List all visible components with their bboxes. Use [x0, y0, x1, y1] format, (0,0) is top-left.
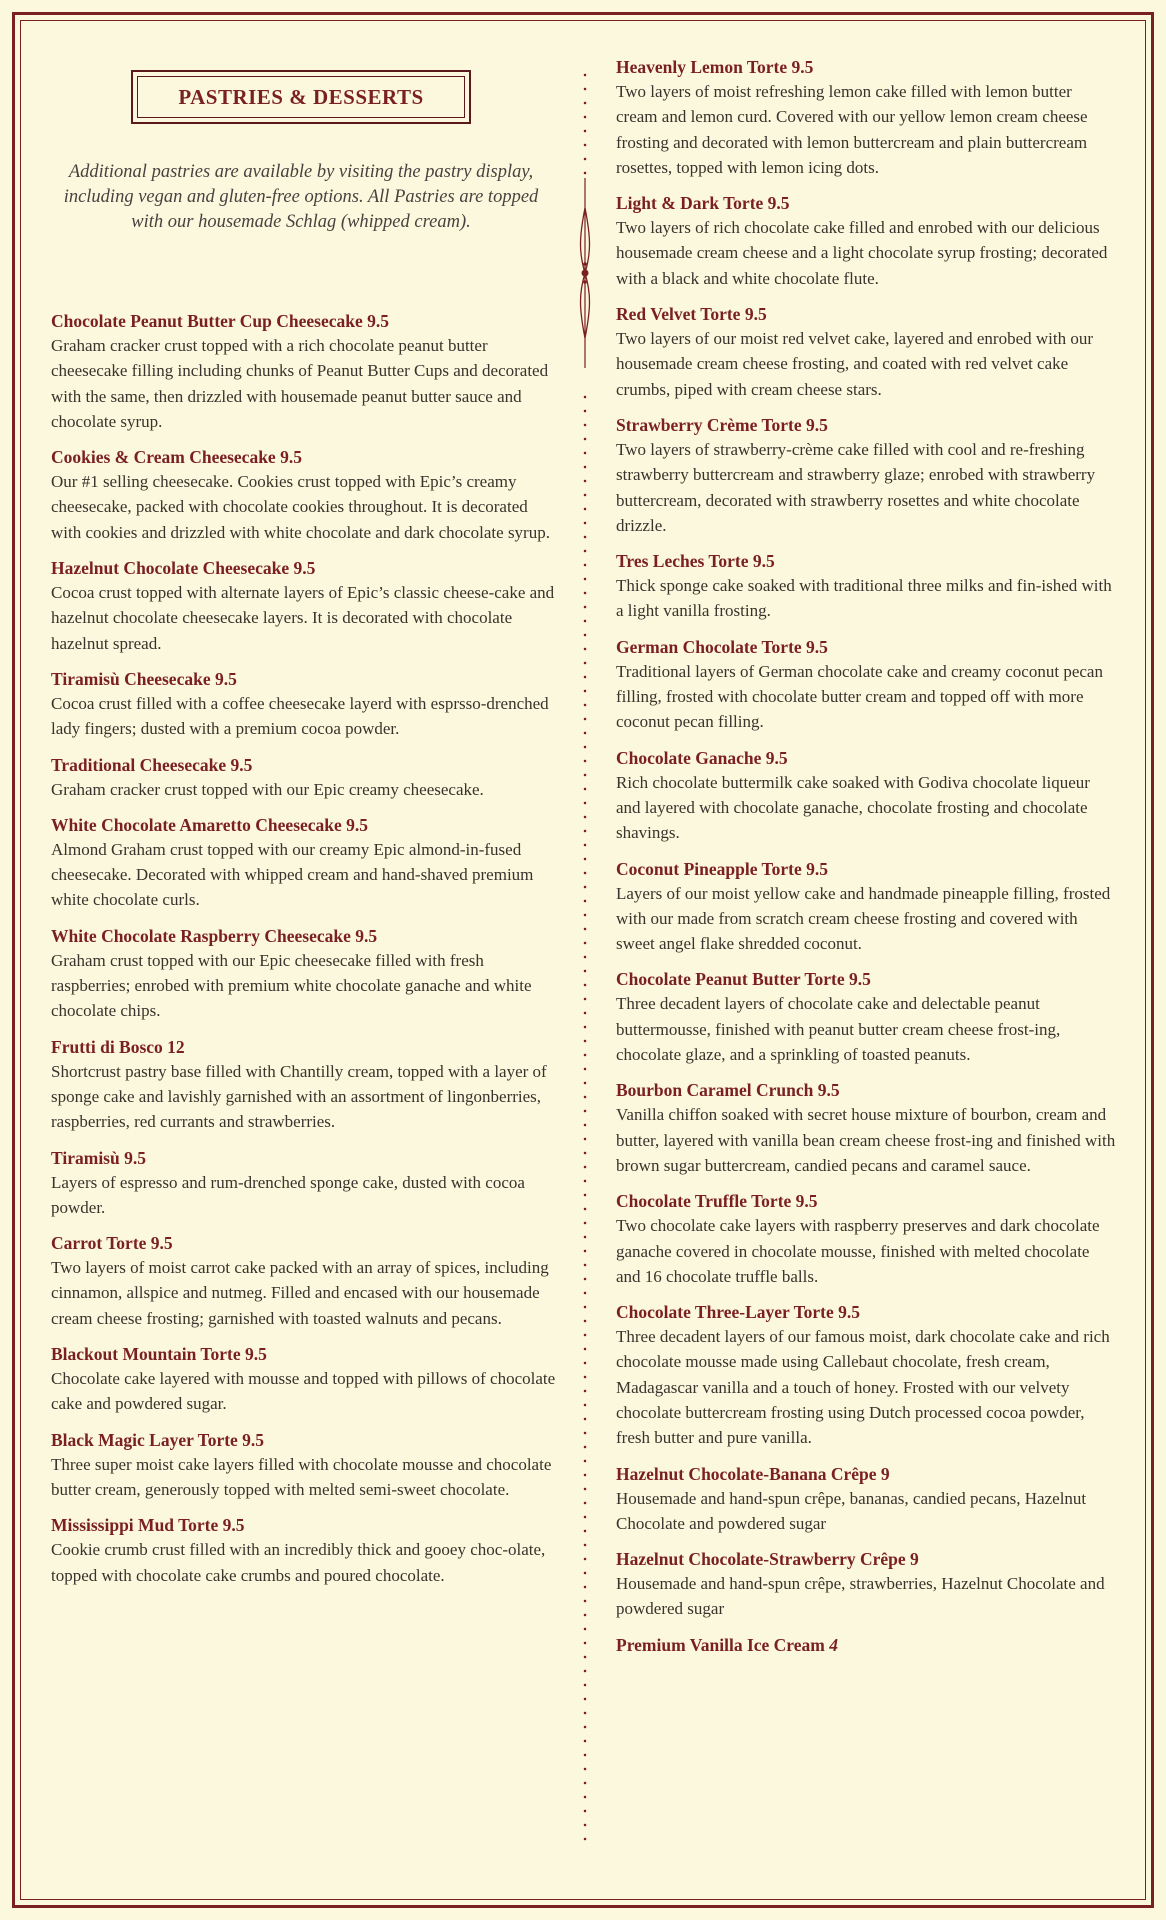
intro-note: Additional pastries are available by visiting the pastry display, including vegan and gluten-free options. All Pastries are topped with our housemade Schlag (whipped cream). [63, 162, 539, 232]
menu-item-description: Graham crust topped with our Epic cheesecake filled with fresh raspberries; enrobed with premium white chocolate ganache and white chocolate chips. [51, 950, 532, 1021]
menu-item-price: 4 [829, 1634, 838, 1655]
menu-item-title: Chocolate Peanut Butter Cup Cheesecake 9.5 [51, 311, 389, 331]
menu-item [51, 667, 561, 742]
menu-item [51, 556, 561, 656]
column-divider-bottom [583, 390, 587, 1850]
menu-item-title: Tiramisù 9.5 [51, 1147, 146, 1168]
menu-item-title: Chocolate Truffle Torte 9.5 [616, 1191, 818, 1212]
menu-item [616, 413, 1116, 538]
menu-item-title: Coconut Pineapple Torte 9.5 [616, 858, 828, 879]
menu-item-title: White Chocolate Amaretto Cheesecake 9.5 [51, 814, 369, 835]
menu-item-description: Graham cracker crust topped with our Epic creamy cheesecake. [51, 779, 484, 799]
menu-item-description: Graham cracker crust topped with a rich chocolate peanut butter cheesecake filling including chunks of Peanut Butter Cups and decorated with the same, then drizzled with housemade peanut butter sauce and chocolate syrup. [51, 336, 549, 431]
section-title: PASTRIES & DESSERTS [178, 84, 424, 109]
menu-item [616, 1462, 1116, 1537]
menu-item-name: Premium Vanilla Ice Cream [616, 1634, 825, 1655]
menu-item-description: Rich chocolate buttermilk cake soaked with Godiva chocolate liqueur and layered with chocolate ganache, chocolate frosting and chocolate shavings. [616, 772, 1090, 843]
menu-item [616, 55, 1116, 180]
menu-item-description: Shortcrust pastry base filled with Chantilly cream, topped with a layer of sponge cake and lavishly garnished with an assortment of lingonberries, raspberries, red currants and strawberries. [51, 1061, 547, 1132]
menu-item [616, 191, 1116, 291]
menu-item-title: Carrot Torte 9.5 [51, 1233, 173, 1254]
divider-ornament-icon [576, 178, 594, 368]
menu-item [616, 1189, 1116, 1289]
menu-item-title: Chocolate Ganache 9.5 [616, 747, 788, 768]
menu-item-description: Housemade and hand-spun crêpe, bananas, candied pecans, Hazelnut Chocolate and powdered sugar [616, 1488, 1087, 1533]
menu-item [51, 1146, 561, 1221]
menu-item-description: Vanilla chiffon soaked with secret house mixture of bourbon, cream and butter, layered with vanilla bean cream cheese frost-ing and finished with brown sugar buttercream, candied pecans and caramel sauce. [616, 1105, 1116, 1175]
menu-item-title: Chocolate Peanut Butter Torte 9.5 [616, 969, 871, 990]
menu-item-title: White Chocolate Raspberry Cheesecake 9.5 [51, 925, 378, 946]
menu-item [616, 635, 1116, 735]
menu-item-description: Layers of our moist yellow cake and handmade pineapple filling, frosted with our made from scratch cream cheese frosting and covered with sweet angel flake shredded coconut. [616, 883, 1111, 954]
menu-item-description: Two layers of rich chocolate cake filled and enrobed with our delicious housemade cream cheese and a light chocolate syrup frosting; decorated with a black and white chocolate flute. [616, 218, 1108, 288]
right-column-menu [616, 55, 1116, 1668]
menu-item [51, 1035, 561, 1135]
menu-item-description: Layers of espresso and rum-drenched sponge cake, dusted with cocoa powder. [51, 1172, 525, 1217]
menu-item-title: Cookies & Cream Cheesecake 9.5 [51, 447, 302, 468]
menu-item-description: Traditional layers of German chocolate cake and creamy coconut pecan filling, frosted with chocolate butter cream and topped off with more coconut pecan filling. [616, 661, 1103, 732]
menu-item [51, 924, 561, 1024]
menu-item-title: Light & Dark Torte 9.5 [616, 193, 790, 214]
menu-item-title: Hazelnut Chocolate-Banana Crêpe 9 [616, 1463, 890, 1484]
menu-item-title: Blackout Mountain Torte 9.5 [51, 1344, 267, 1365]
menu-item-title: Heavenly Lemon Torte 9.5 [616, 57, 814, 77]
menu-item-title: Mississippi Mud Torte 9.5 [51, 1515, 245, 1536]
menu-item-title [616, 1633, 1116, 1657]
menu-item-title: Hazelnut Chocolate Cheesecake 9.5 [51, 558, 316, 579]
menu-item [616, 857, 1116, 957]
menu-item [616, 302, 1116, 402]
menu-item [616, 1300, 1116, 1450]
menu-item-description: Thick sponge cake soaked with traditional three milks and fin-ished with a light vanilla frosting. [616, 576, 1112, 621]
menu-item-title: Chocolate Three-Layer Torte 9.5 [616, 1302, 861, 1323]
menu-item-description: Two layers of strawberry-crème cake filled with cool and re-freshing strawberry buttercream and strawberry glaze; enrobed with strawberry buttercream, decorated with strawberry rosettes and white chocolate drizzle. [616, 439, 1096, 535]
menu-item-description: Cookie crumb crust filled with an incredibly thick and gooey choc-olate, topped with chocolate cake crumbs and poured chocolate. [51, 1540, 546, 1585]
menu-item [616, 1078, 1116, 1178]
menu-item [51, 813, 561, 913]
section-title-box [131, 70, 471, 124]
menu-item-title: Hazelnut Chocolate-Strawberry Crêpe 9 [616, 1549, 919, 1570]
column-divider-top [583, 68, 587, 178]
menu-item [616, 967, 1116, 1067]
menu-item-description: Chocolate cake layered with mousse and topped with pillows of chocolate cake and powdered sugar. [51, 1369, 556, 1414]
menu-item [51, 753, 561, 802]
menu-item-description: Two layers of moist carrot cake packed with an array of spices, including cinnamon, allspice and nutmeg. Filled and encased with our housemade cream cheese frosting; garnished with toasted walnuts and pecans. [51, 1258, 549, 1328]
menu-item-title: Bourbon Caramel Crunch 9.5 [616, 1080, 840, 1101]
menu-item-title: Tres Leches Torte 9.5 [616, 551, 775, 572]
menu-item-title: Tiramisù Cheesecake 9.5 [51, 668, 237, 689]
menu-item-title: Red Velvet Torte 9.5 [616, 304, 767, 325]
menu-item-description: Our #1 selling cheesecake. Cookies crust topped with Epic’s creamy cheesecake, packed with chocolate cookies throughout. It is decorated with cookies and drizzled with white chocolate and dark chocolate syrup. [51, 472, 550, 542]
menu-item-description: Housemade and hand-spun crêpe, strawberries, Hazelnut Chocolate and powdered sugar [616, 1574, 1105, 1619]
menu-item [51, 1428, 561, 1503]
menu-item [616, 746, 1116, 846]
menu-item [51, 1231, 561, 1331]
menu-item-description: Two layers of our moist red velvet cake, layered and enrobed with our housemade cream cheese frosting, and coated with red velvet cake crumbs, piped with cream cheese stars. [616, 329, 1094, 399]
menu-item [51, 445, 561, 545]
menu-item [51, 309, 561, 434]
menu-item [51, 1513, 561, 1588]
menu-item [616, 1547, 1116, 1622]
menu-item-title: Traditional Cheesecake 9.5 [51, 754, 253, 775]
menu-item-title: Frutti di Bosco 12 [51, 1036, 185, 1057]
menu-item-description: Three super moist cake layers filled with chocolate mousse and chocolate butter cream, generously topped with melted semi-sweet chocolate. [51, 1454, 552, 1499]
menu-item-description: Three decadent layers of our famous moist, dark chocolate cake and rich chocolate mousse made using Callebaut chocolate, fresh cream, Madagascar vanilla and a touch of honey. Frosted with our velvety chocolate buttercream frosting using Dutch processed cocoa powder, fresh butter and pure vanilla. [616, 1327, 1110, 1448]
menu-item-description: Cocoa crust topped with alternate layers of Epic’s classic cheese-cake and hazelnut chocolate cheesecake layers. It is decorated with chocolate hazelnut spread. [51, 583, 555, 653]
menu-item [616, 549, 1116, 624]
menu-item-description: Two chocolate cake layers with raspberry preserves and dark chocolate ganache covered in chocolate mousse, finished with melted chocolate and 16 chocolate truffle balls. [616, 1216, 1100, 1286]
menu-item-title: Strawberry Crème Torte 9.5 [616, 414, 828, 435]
menu-item-description: Two layers of moist refreshing lemon cake filled with lemon butter cream and lemon curd. Covered with our yellow lemon cream cheese frosting and decorated with lemon buttercream and plain buttercream rosettes, topped with lemon icing dots. [616, 82, 1088, 177]
menu-item-title: Black Magic Layer Torte 9.5 [51, 1429, 265, 1450]
menu-item-title: German Chocolate Torte 9.5 [616, 636, 828, 657]
menu-item-description: Cocoa crust filled with a coffee cheesecake layerd with esprsso-drenched lady fingers; dusted with a premium cocoa powder. [51, 693, 549, 739]
left-column-menu [51, 309, 561, 1599]
menu-item [51, 1342, 561, 1417]
menu-item-description: Three decadent layers of chocolate cake and delectable peanut buttermousse, finished with peanut butter cream cheese frost-ing, chocolate glaze, and a sprinkling of toasted peanuts. [616, 994, 1061, 1065]
menu-item [616, 1633, 1116, 1657]
menu-item-description: Almond Graham crust topped with our creamy Epic almond-in-fused cheesecake. Decorated with whipped cream and hand-shaved premium white chocolate curls. [51, 839, 534, 910]
